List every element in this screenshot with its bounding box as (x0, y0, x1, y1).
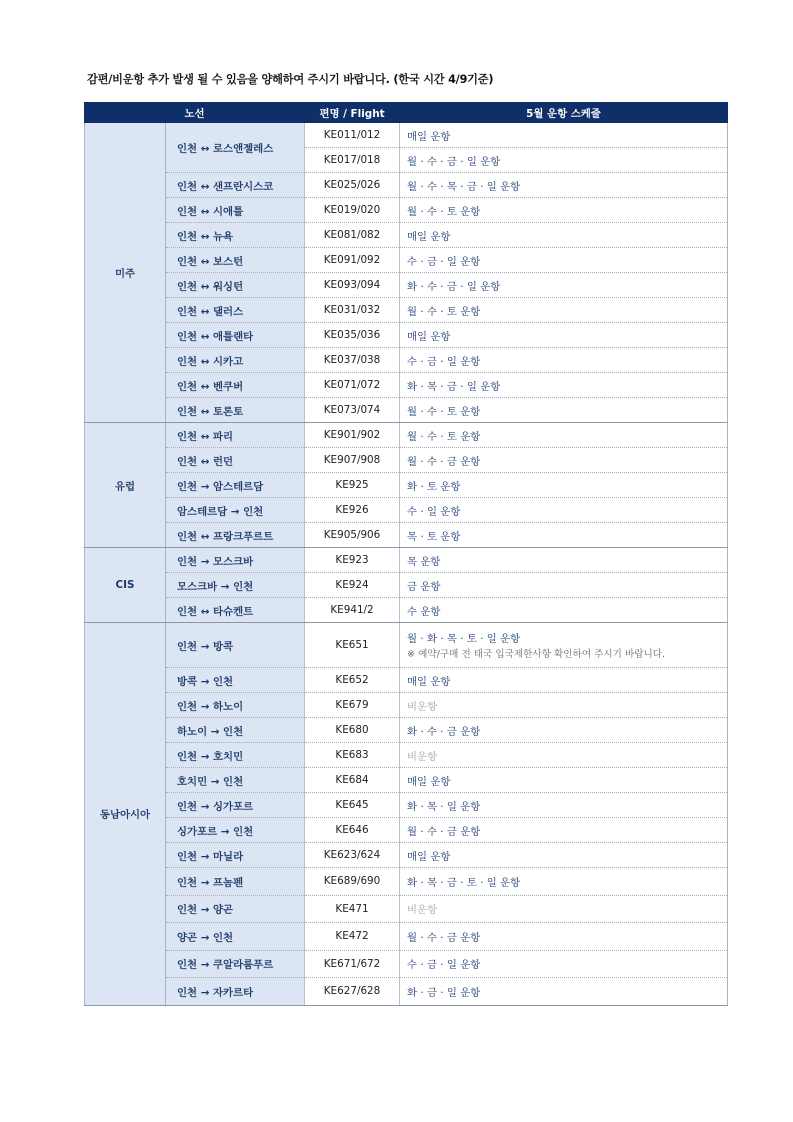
table-row (85, 693, 728, 718)
route-cell: 인천 → 호치민 (166, 743, 305, 768)
schedule-cell: 비운항 (400, 895, 728, 923)
flight-schedule-table (84, 102, 728, 1006)
flight-number-cell: KE926 (305, 498, 400, 523)
flight-number-cell: KE627/628 (305, 978, 400, 1006)
flight-number-cell: KE073/074 (305, 398, 400, 423)
flight-number-cell: KE924 (305, 573, 400, 598)
route-cell: 인천 ↔ 댈러스 (166, 298, 305, 323)
schedule-cell (400, 623, 728, 668)
table-row (85, 498, 728, 523)
schedule-cell: 화 · 목 · 일 운항 (400, 793, 728, 818)
schedule-cell: 수 · 금 · 일 운항 (400, 950, 728, 978)
route-cell: 인천 ↔ 뉴욕 (166, 223, 305, 248)
route-cell: 인천 → 자카르타 (166, 978, 305, 1006)
region-cell: 미주 (85, 123, 166, 423)
flight-number-cell: KE623/624 (305, 843, 400, 868)
table-row (85, 373, 728, 398)
route-cell: 인천 ↔ 파리 (166, 423, 305, 448)
schedule-cell: 금 운항 (400, 573, 728, 598)
schedule-cell: 비운항 (400, 693, 728, 718)
table-row (85, 123, 728, 148)
flight-number-cell: KE907/908 (305, 448, 400, 473)
route-cell: 모스크바 → 인천 (166, 573, 305, 598)
route-cell: 인천 → 암스테르담 (166, 473, 305, 498)
table-row (85, 548, 728, 573)
schedule-cell: 월 · 수 · 토 운항 (400, 398, 728, 423)
flight-number-cell: KE035/036 (305, 323, 400, 348)
flight-number-cell: KE901/902 (305, 423, 400, 448)
table-row (85, 323, 728, 348)
schedule-cell: 수 · 일 운항 (400, 498, 728, 523)
flight-number-cell: KE680 (305, 718, 400, 743)
table-row (85, 173, 728, 198)
table-row (85, 895, 728, 923)
table-row (85, 473, 728, 498)
route-cell: 싱가포르 → 인천 (166, 818, 305, 843)
route-cell: 인천 ↔ 애틀랜타 (166, 323, 305, 348)
table-row (85, 818, 728, 843)
table-row (85, 298, 728, 323)
schedule-cell: 월 · 수 · 토 운항 (400, 198, 728, 223)
route-cell: 인천 → 쿠알라룸푸르 (166, 950, 305, 978)
table-row (85, 623, 728, 668)
flight-number-cell: KE011/012 (305, 123, 400, 148)
route-cell: 인천 → 프놈펜 (166, 868, 305, 896)
route-cell: 양곤 → 인천 (166, 923, 305, 951)
schedule-cell: 매일 운항 (400, 223, 728, 248)
schedule-cell: 화 · 목 · 금 · 토 · 일 운항 (400, 868, 728, 896)
schedule-cell: 수 운항 (400, 598, 728, 623)
flight-number-cell: KE923 (305, 548, 400, 573)
schedule-cell: 매일 운항 (400, 768, 728, 793)
schedule-cell: 화 · 목 · 금 · 일 운항 (400, 373, 728, 398)
flight-number-cell: KE017/018 (305, 148, 400, 173)
schedule-cell: 월 · 수 · 목 · 금 · 일 운항 (400, 173, 728, 198)
table-row (85, 573, 728, 598)
route-cell: 인천 → 방콕 (166, 623, 305, 668)
header-flight: 편명 / Flight (305, 102, 400, 123)
table-row (85, 523, 728, 548)
flight-number-cell: KE019/020 (305, 198, 400, 223)
schedule-cell: 월 · 수 · 금 운항 (400, 448, 728, 473)
table-row (85, 448, 728, 473)
route-cell: 인천 → 모스크바 (166, 548, 305, 573)
flight-number-cell: KE689/690 (305, 868, 400, 896)
table-row (85, 793, 728, 818)
route-cell: 방콕 → 인천 (166, 668, 305, 693)
header-route: 노선 (85, 102, 305, 123)
schedule-cell: 매일 운항 (400, 843, 728, 868)
flight-number-cell: KE471 (305, 895, 400, 923)
schedule-cell: 수 · 금 · 일 운항 (400, 248, 728, 273)
flight-number-cell: KE683 (305, 743, 400, 768)
schedule-cell: 목 · 토 운항 (400, 523, 728, 548)
route-cell: 인천 ↔ 타슈켄트 (166, 598, 305, 623)
flight-number-cell: KE071/072 (305, 373, 400, 398)
region-cell: CIS (85, 548, 166, 623)
flight-number-cell: KE081/082 (305, 223, 400, 248)
schedule-cell: 화 · 수 · 금 운항 (400, 718, 728, 743)
table-row (85, 198, 728, 223)
route-cell: 인천 → 양곤 (166, 895, 305, 923)
table-row (85, 978, 728, 1006)
route-cell: 호치민 → 인천 (166, 768, 305, 793)
table-row (85, 668, 728, 693)
schedule-cell: 월 · 수 · 금 운항 (400, 923, 728, 951)
schedule-cell: 수 · 금 · 일 운항 (400, 348, 728, 373)
route-cell: 인천 → 싱가포르 (166, 793, 305, 818)
region-cell: 유럽 (85, 423, 166, 548)
flight-number-cell: KE091/092 (305, 248, 400, 273)
flight-number-cell: KE925 (305, 473, 400, 498)
flight-number-cell: KE684 (305, 768, 400, 793)
schedule-cell: 월 · 수 · 토 운항 (400, 423, 728, 448)
flight-number-cell: KE905/906 (305, 523, 400, 548)
schedule-cell: 화 · 금 · 일 운항 (400, 978, 728, 1006)
route-cell: 인천 ↔ 로스앤젤레스 (166, 123, 305, 173)
table-row (85, 868, 728, 896)
table-row (85, 743, 728, 768)
flight-number-cell: KE037/038 (305, 348, 400, 373)
table-row (85, 950, 728, 978)
flight-number-cell: KE025/026 (305, 173, 400, 198)
route-cell: 인천 ↔ 시애틀 (166, 198, 305, 223)
schedule-cell: 화 · 수 · 금 · 일 운항 (400, 273, 728, 298)
schedule-cell: 목 운항 (400, 548, 728, 573)
schedule-cell: 월 · 수 · 토 운항 (400, 298, 728, 323)
table-row (85, 348, 728, 373)
schedule-cell: 월 · 수 · 금 운항 (400, 818, 728, 843)
table-row (85, 398, 728, 423)
schedule-cell: 매일 운항 (400, 123, 728, 148)
flight-number-cell: KE679 (305, 693, 400, 718)
schedule-cell: 화 · 토 운항 (400, 473, 728, 498)
flight-number-cell: KE652 (305, 668, 400, 693)
notice-text: 감편/비운항 추가 발생 될 수 있음을 양해하여 주시기 바랍니다. (한국 시간 4/9기준) (87, 73, 494, 86)
schedule-text: 월 · 화 · 목 · 토 · 일 운항 (407, 633, 521, 646)
route-cell: 인천 → 하노이 (166, 693, 305, 718)
schedule-cell: 매일 운항 (400, 323, 728, 348)
schedule-cell: 월 · 수 · 금 · 일 운항 (400, 148, 728, 173)
flight-number-cell: KE093/094 (305, 273, 400, 298)
table-row (85, 273, 728, 298)
flight-number-cell: KE671/672 (305, 950, 400, 978)
table-row (85, 923, 728, 951)
route-cell: 인천 ↔ 보스턴 (166, 248, 305, 273)
flight-number-cell: KE651 (305, 623, 400, 668)
table-row (85, 423, 728, 448)
route-cell: 인천 ↔ 토론토 (166, 398, 305, 423)
route-cell: 인천 ↔ 워싱턴 (166, 273, 305, 298)
table-row (85, 248, 728, 273)
flight-number-cell: KE472 (305, 923, 400, 951)
table-row (85, 223, 728, 248)
route-cell: 인천 ↔ 시카고 (166, 348, 305, 373)
table-row (85, 768, 728, 793)
route-cell: 인천 → 마닐라 (166, 843, 305, 868)
table-body (85, 123, 728, 1005)
route-cell: 인천 ↔ 벤쿠버 (166, 373, 305, 398)
header-schedule: 5월 운항 스케줄 (400, 102, 728, 123)
route-cell: 인천 ↔ 런던 (166, 448, 305, 473)
schedule-note: ※ 예약/구매 전 태국 입국제한사항 확인하여 주시기 바랍니다. (407, 649, 666, 661)
route-cell: 암스테르담 → 인천 (166, 498, 305, 523)
table-row (85, 718, 728, 743)
route-cell: 인천 ↔ 샌프란시스코 (166, 173, 305, 198)
table-row (85, 598, 728, 623)
route-cell: 하노이 → 인천 (166, 718, 305, 743)
region-cell: 동남아시아 (85, 623, 166, 1006)
schedule-cell: 비운항 (400, 743, 728, 768)
table-row (85, 843, 728, 868)
flight-number-cell: KE941/2 (305, 598, 400, 623)
flight-number-cell: KE031/032 (305, 298, 400, 323)
flight-number-cell: KE646 (305, 818, 400, 843)
table-header-row (85, 102, 728, 123)
flight-number-cell: KE645 (305, 793, 400, 818)
route-cell: 인천 ↔ 프랑크푸르트 (166, 523, 305, 548)
schedule-cell: 매일 운항 (400, 668, 728, 693)
